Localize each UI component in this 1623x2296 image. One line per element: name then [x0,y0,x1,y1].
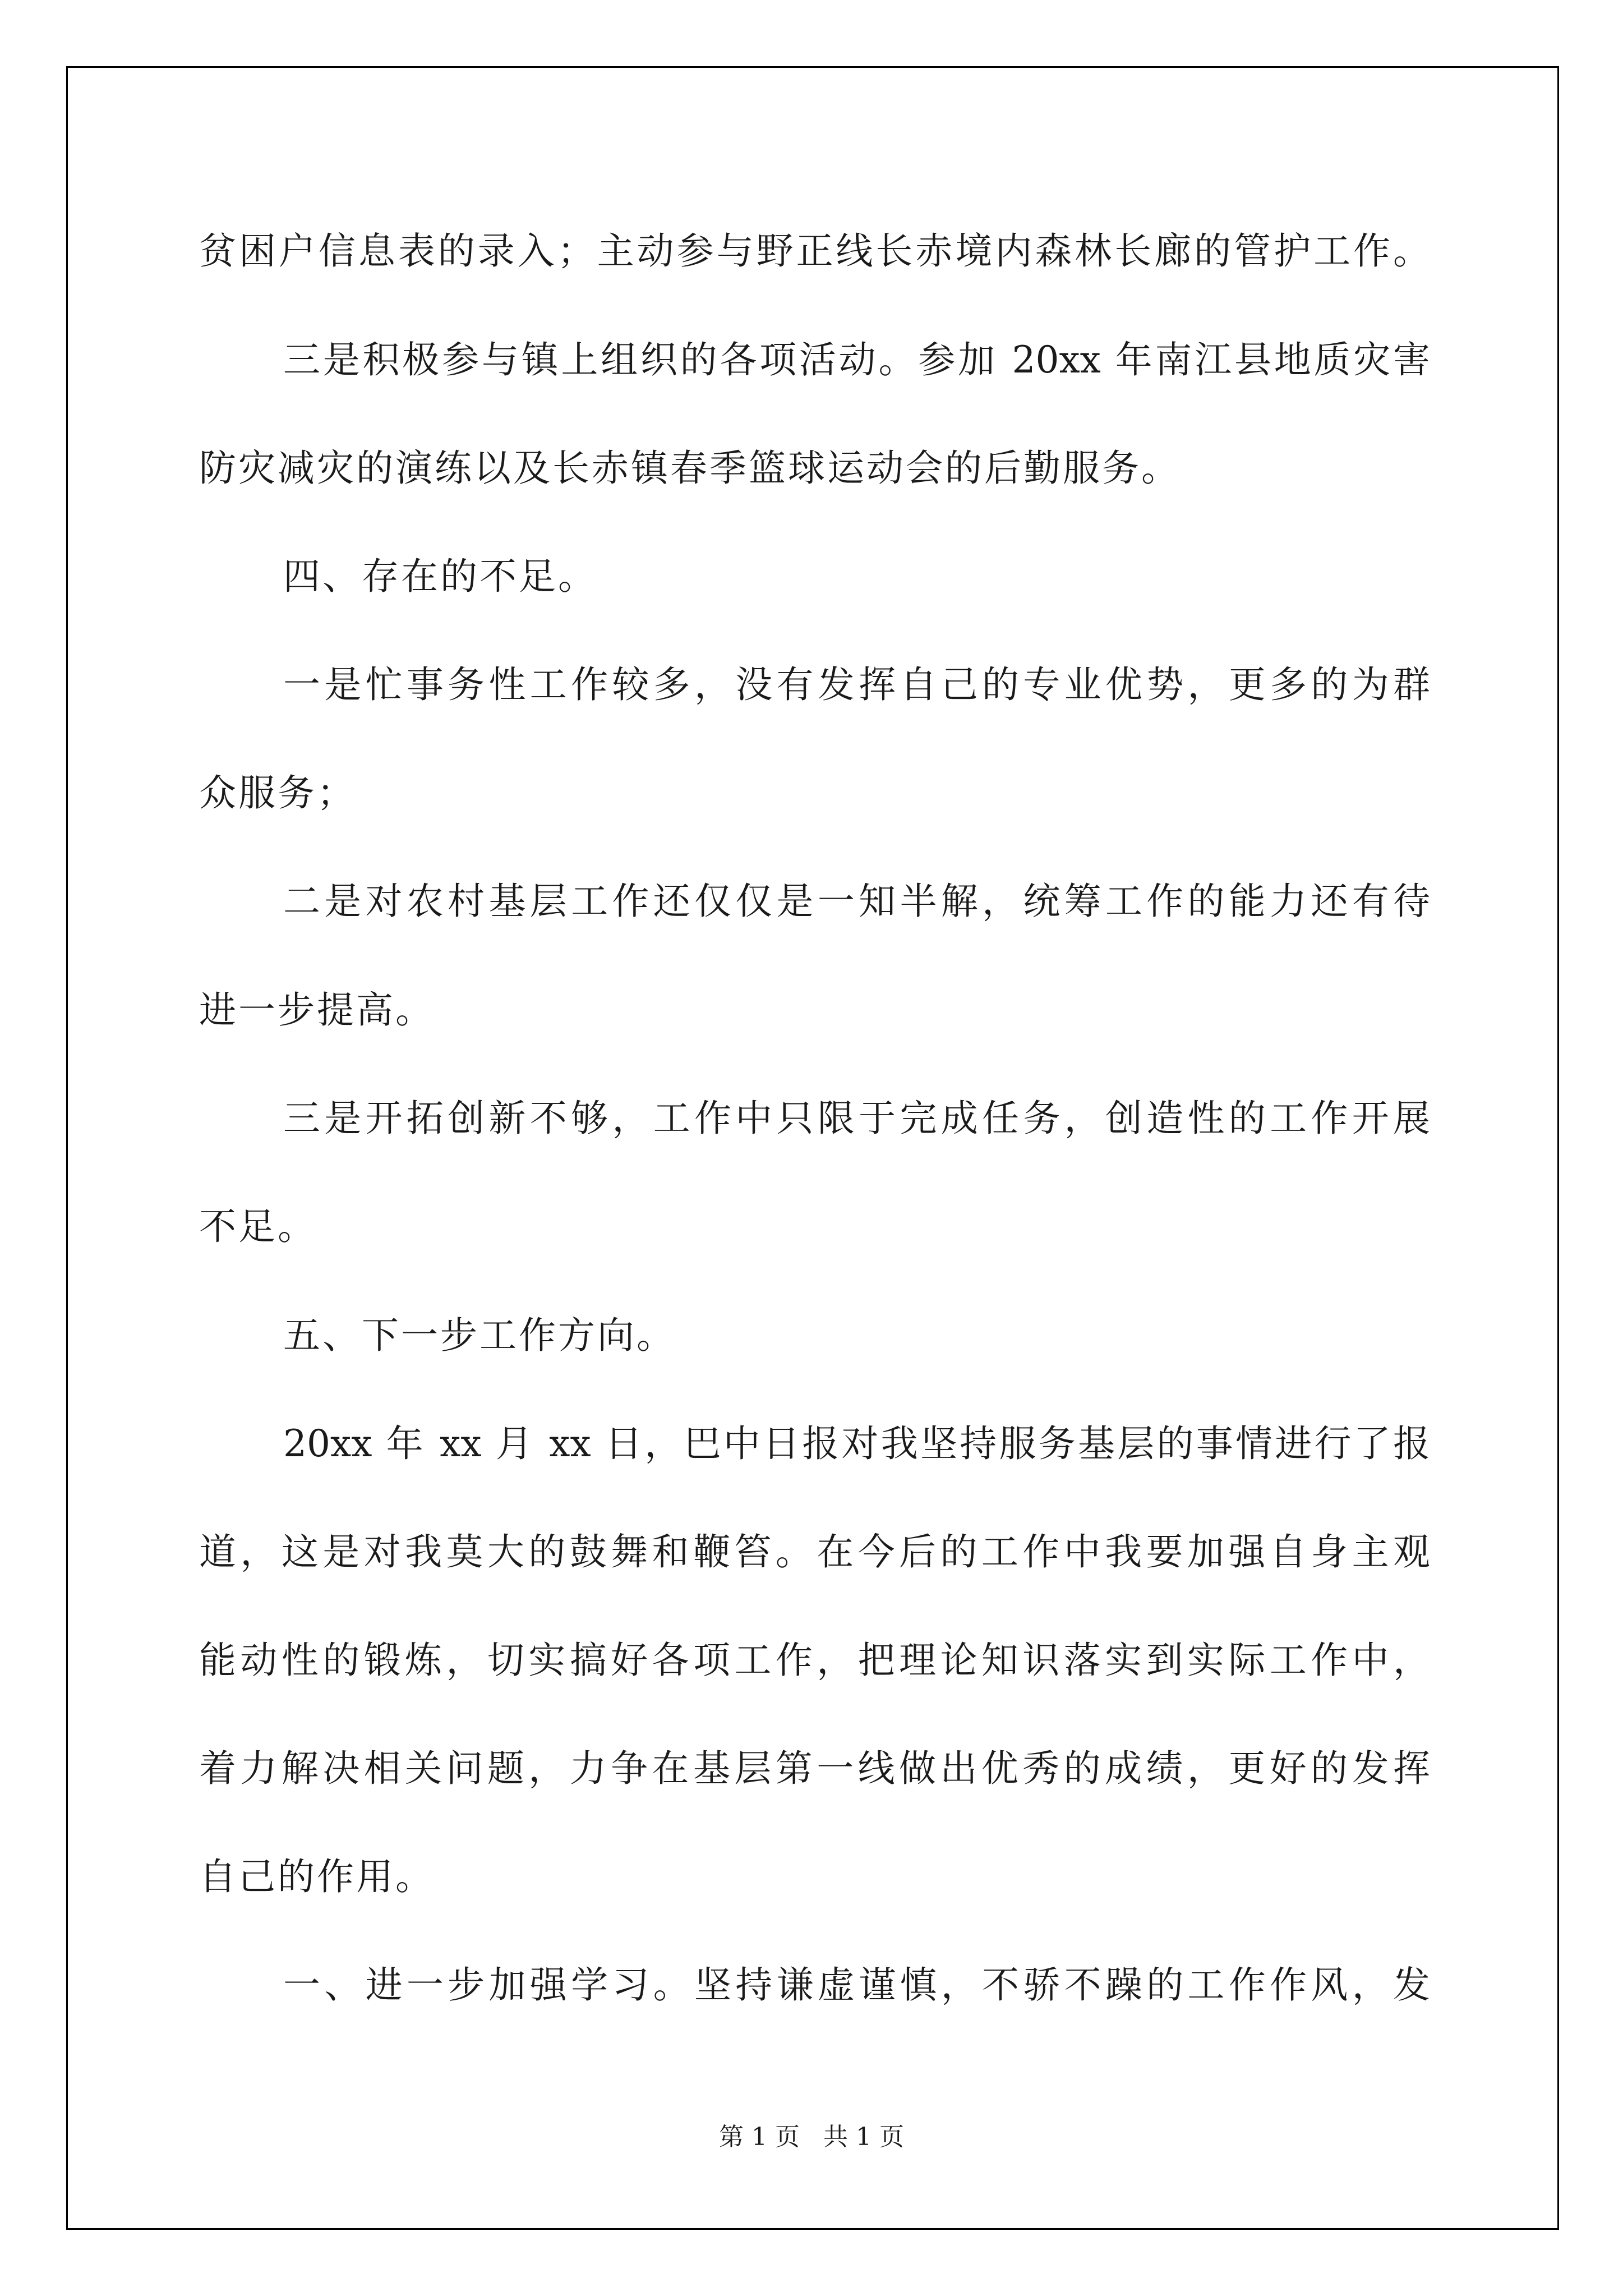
page-number: 第 1 页 共 1 页 [719,2123,904,2151]
text-line: 防灾减灾的演练以及长赤镇春季篮球运动会的后勤服务。 [199,447,1181,490]
text-line: 能动性的锻炼，切实搞好各项工作，把理论知识落实到实际工作中， [199,1639,1430,1682]
text-line: 一、进一步加强学习。坚持谦虚谨慎，不骄不躁的工作作风，发 [283,1963,1430,2007]
section-heading: 四、存在的不足。 [283,555,597,598]
text-line: 自己的作用。 [199,1855,435,1898]
page-footer [0,2122,1623,2153]
text-line: 贫困户信息表的录入；主动参与野正线长赤境内森林长廊的管护工作。 [199,229,1430,273]
text-line: 众服务； [199,771,356,815]
text-line: 进一步提高。 [199,988,435,1032]
text-line: 着力解决相关问题，力争在基层第一线做出优秀的成绩，更好的发挥 [199,1747,1430,1790]
text-line: 道，这是对我莫大的鼓舞和鞭笞。在今后的工作中我要加强自身主观 [199,1530,1430,1573]
text-line: 三是开拓创新不够，工作中只限于完成任务，创造性的工作开展 [283,1097,1430,1140]
section-heading: 五、下一步工作方向。 [283,1314,676,1357]
text-line: 三是积极参与镇上组织的各项活动。参加 20xx 年南江县地质灾害 [283,338,1430,381]
text-line: 20xx 年 xx 月 xx 日，巴中日报对我坚持服务基层的事情进行了报 [283,1422,1430,1465]
text-line: 不足。 [199,1205,317,1248]
text-line: 一是忙事务性工作较多，没有发挥自己的专业优势，更多的为群 [283,663,1430,706]
text-line: 二是对农村基层工作还仅仅是一知半解，统筹工作的能力还有待 [283,880,1430,923]
page-border [66,66,1559,2230]
